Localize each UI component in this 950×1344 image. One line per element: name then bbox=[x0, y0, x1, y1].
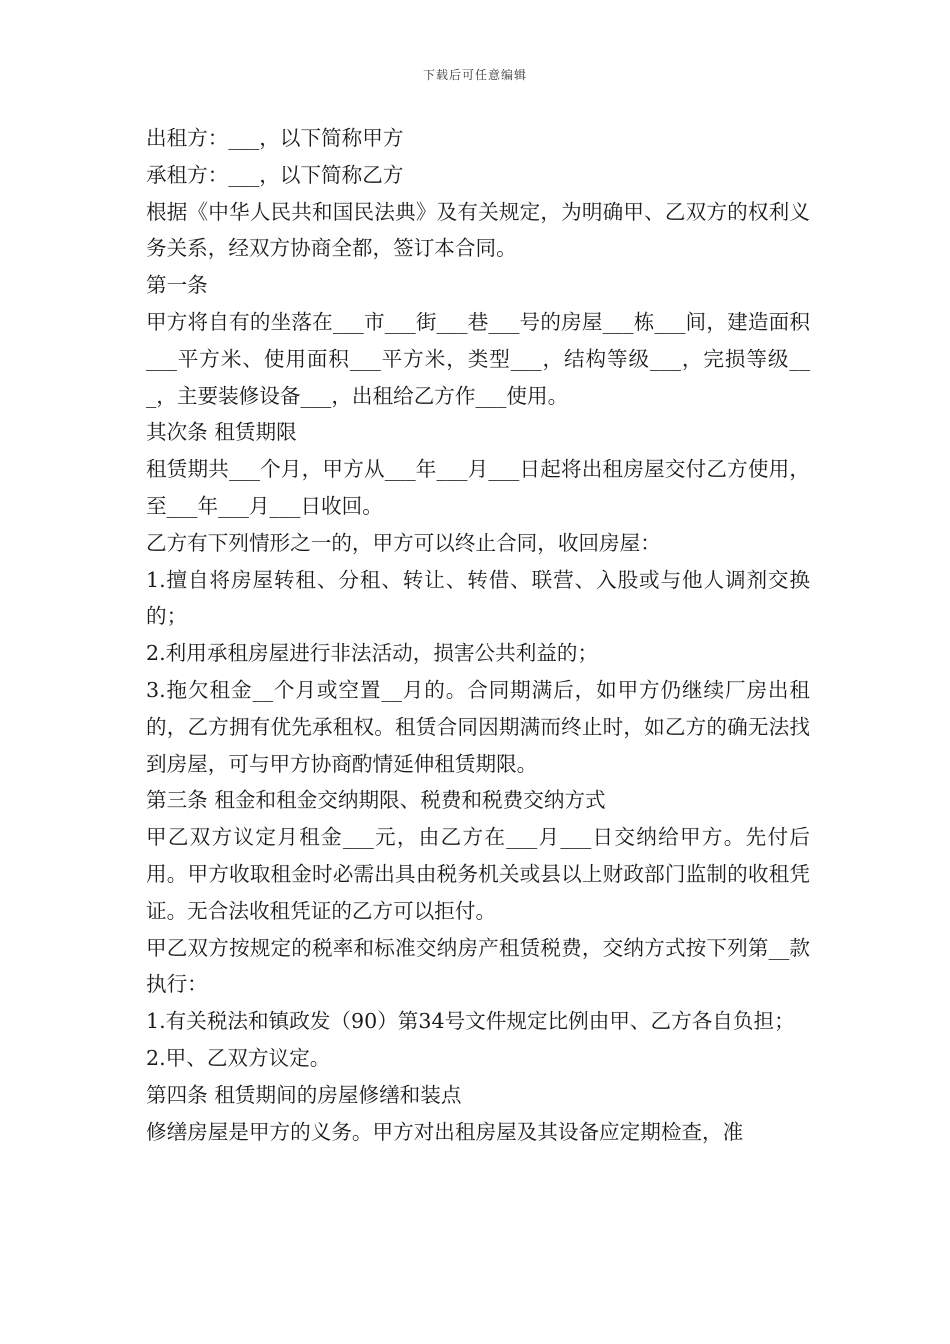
lessor-line: 出租方：___，以下简称甲方 bbox=[146, 126, 404, 150]
termination-intro: 乙方有下列情形之一的，甲方可以终止合同，收回房屋： bbox=[146, 530, 661, 555]
article-3-heading: 第三条 租金和租金交纳期限、税费和税费交纳方式 bbox=[146, 788, 606, 813]
article-3-tax: 甲乙双方按规定的税率和标准交纳房产租赁税费，交纳方式按下列第__款执行： bbox=[146, 935, 810, 997]
contract-body bbox=[146, 120, 810, 1150]
article-2-body: 租赁期共___个月，甲方从___年___月___日起将出租房屋交付乙方使用，至___年___月___日收回。 bbox=[146, 457, 810, 518]
termination-item-2: 2.利用承租房屋进行非法活动，损害公共利益的； bbox=[146, 641, 599, 666]
lessee-line: 承租方：___，以下简称乙方 bbox=[146, 162, 404, 187]
article-1-body: 甲方将自有的坐落在___市___街___巷___号的房屋___栋___间，建造面积___平方米、使用面积___平方米，类型___，结构等级___，完损等级___，主要装修设备___，出租给乙方作___使用。 bbox=[146, 309, 810, 408]
termination-item-3: 3.拖欠租金__个月或空置__月的。合同期满后，如甲方仍继续厂房出租的，乙方拥有优先承租权。租赁合同因期满而终止时，如乙方的确无法找到房屋，可与甲方协商酌情延伸租赁期限。 bbox=[146, 677, 810, 776]
article-4-body: 修缮房屋是甲方的义务。甲方对出租房屋及其设备应定期检查，准 bbox=[146, 1119, 744, 1144]
termination-item-1: 1.擅自将房屋转租、分租、转让、转借、联营、入股或与他人调剂交换的； bbox=[146, 567, 810, 629]
article-2-heading: 其次条 租赁期限 bbox=[146, 420, 297, 445]
article-4-heading: 第四条 租赁期间的房屋修缮和装点 bbox=[146, 1082, 462, 1107]
article-1-heading: 第一条 bbox=[146, 273, 208, 298]
tax-option-1: 1.有关税法和镇政发（90）第34号文件规定比例由甲、乙方各自负担； bbox=[146, 1009, 795, 1034]
preamble-paragraph: 根据《中华人民共和国民法典》及有关规定，为明确甲、乙双方的权利义务关系，经双方协商全都，签订本合同。 bbox=[146, 199, 810, 261]
tax-option-2: 2.甲、乙双方议定。 bbox=[146, 1045, 331, 1070]
article-3-rent: 甲乙双方议定月租金___元，由乙方在___月___日交纳给甲方。先付后用。甲方收取租金时必需出具由税务机关或县以上财政部门监制的收租凭证。无合法收租凭证的乙方可以拒付。 bbox=[146, 825, 810, 923]
page-header-note: 下载后可任意编辑 bbox=[422, 68, 527, 82]
